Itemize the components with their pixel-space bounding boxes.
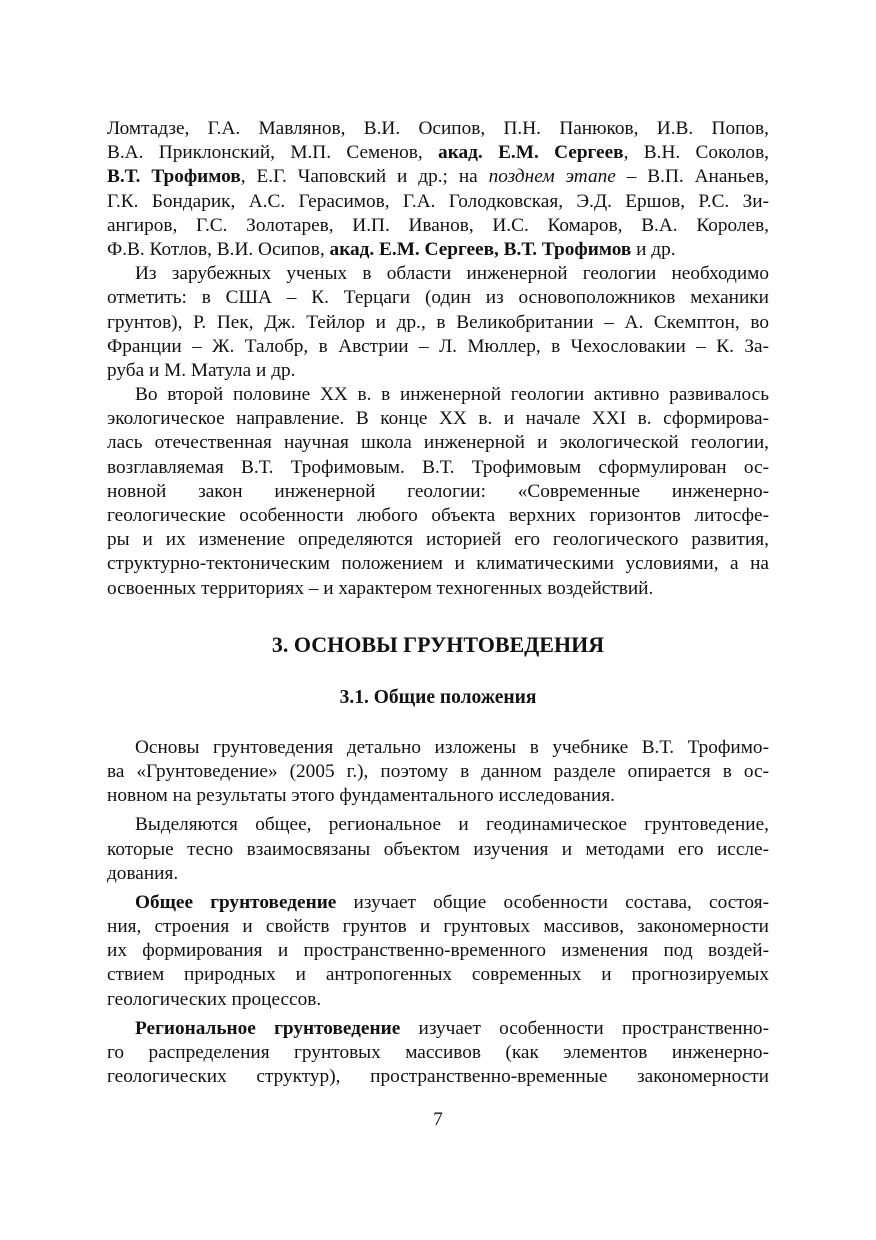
text-line: Региональное грунтоведение изучает особенности пространственно- (135, 1017, 769, 1039)
paragraph-ecological-direction (107, 383, 769, 601)
paragraph-basics (107, 736, 769, 809)
text-line: новной закон инженерной геологии: «Современные инженерно- (107, 480, 769, 502)
paragraph-branches (107, 813, 769, 886)
bold-name: акад. Е.М. Сергеев (438, 142, 624, 164)
text-line: ния, строения и свойств грунтов и грунтовых массивов, закономерности (107, 916, 769, 938)
text-line: новном на результаты этого фундаментального исследования. (107, 785, 616, 807)
bold-term: Региональное грунтоведение (135, 1017, 401, 1039)
text-line: грунтов), Р. Пек, Дж. Тейлор и др., в Великобритании – А. Скемптон, во (107, 311, 769, 333)
paragraph-authors-list (107, 117, 769, 262)
text-line: В.Т. Трофимов, Е.Г. Чаповский и др.; на позднем этапе – В.П. Ананьев, (107, 166, 769, 188)
text-line: возглавляемая В.Т. Трофимовым. В.Т. Трофимовым сформулирован ос- (107, 456, 769, 478)
text-line: геологические особенности любого объекта верхних горизонтов литосфе- (107, 505, 769, 526)
text-line: Г.К. Бондарик, А.С. Герасимов, Г.А. Голодковская, Э.Д. Ершов, Р.С. Зи- (107, 190, 769, 212)
text-line: Во второй половине XX в. в инженерной геологии активно развивалось (135, 384, 769, 406)
paragraph-general-soil-science (107, 891, 769, 1012)
text-line: го распределения грунтовых массивов (как элементов инженерно- (107, 1042, 769, 1063)
text-line: В.А. Приклонский, М.П. Семенов, акад. Е.М. Сергеев, В.Н. Соколов, (107, 142, 769, 164)
section-title: 3.1. Общие положения (339, 686, 537, 708)
text-line: дования. (107, 862, 179, 884)
text-line: Ф.В. Котлов, В.И. Осипов, акад. Е.М. Сергеев, В.Т. Трофимов и др. (107, 238, 676, 260)
text-line: освоенных территориях – и характером техногенных воздействий. (107, 577, 654, 599)
text-line: Выделяются общее, региональное и геодинамическое грунтоведение, (135, 814, 769, 836)
text-line: Ломтадзе, Г.А. Мавлянов, В.И. Осипов, П.Н. Панюков, И.В. Попов, (107, 118, 769, 139)
text-line: ры и их изменение определяются историей его геологического развития, (107, 529, 769, 551)
text-line: структурно-тектоническим положением и климатическими условиями, а на (107, 553, 769, 575)
italic-phrase: позднем этапе (488, 166, 616, 188)
text-line: Франции – Ж. Талобр, в Австрии – Л. Мюллер, в Чехословакии – К. За- (107, 335, 769, 357)
page-number: 7 (433, 1109, 443, 1130)
text-line: которые тесно взаимосвязаны объектом изучения и методами его иссле- (107, 838, 769, 860)
text-line: ствием природных и антропогенных современных и прогнозируемых (107, 964, 769, 986)
paragraph-regional-soil-science (107, 1017, 769, 1090)
text-line: ангиров, Г.С. Золотарев, И.П. Иванов, И.С. Комаров, В.А. Королев, (107, 214, 769, 236)
bold-name: В.Т. Трофимов (107, 166, 241, 188)
text-line: руба и М. Матула и др. (107, 359, 296, 381)
text-line: геологических структур), пространственно-временные закономерности (107, 1066, 769, 1088)
page-body (107, 117, 769, 1089)
text-line: геологических процессов. (107, 988, 322, 1010)
paragraph-foreign-scientists (107, 262, 769, 383)
text-line: Общее грунтоведение изучает общие особенности состава, состоя- (135, 891, 769, 913)
text-line: их формирования и пространственно-временного изменения под воздей- (107, 940, 769, 962)
text-line: Из зарубежных ученых в области инженерной геологии необходимо (135, 263, 769, 285)
text-line: лась отечественная научная школа инженерной и экологической геологии, (107, 432, 769, 454)
chapter-title: 3. ОСНОВЫ ГРУНТОВЕДЕНИЯ (271, 631, 605, 657)
text-line: экологическое направление. В конце XX в. и начале XXI в. сформирова- (107, 408, 769, 430)
text-line: отметить: в США – К. Терцаги (один из основоположников механики (107, 287, 769, 309)
bold-term: Общее грунтоведение (135, 891, 337, 913)
bold-name: акад. Е.М. Сергеев, В.Т. Трофимов (329, 238, 632, 260)
text-line: ва «Грунтоведение» (2005 г.), поэтому в данном разделе опирается в ос- (107, 760, 769, 782)
text-line: Основы грунтоведения детально изложены в учебнике В.Т. Трофимо- (135, 736, 769, 758)
